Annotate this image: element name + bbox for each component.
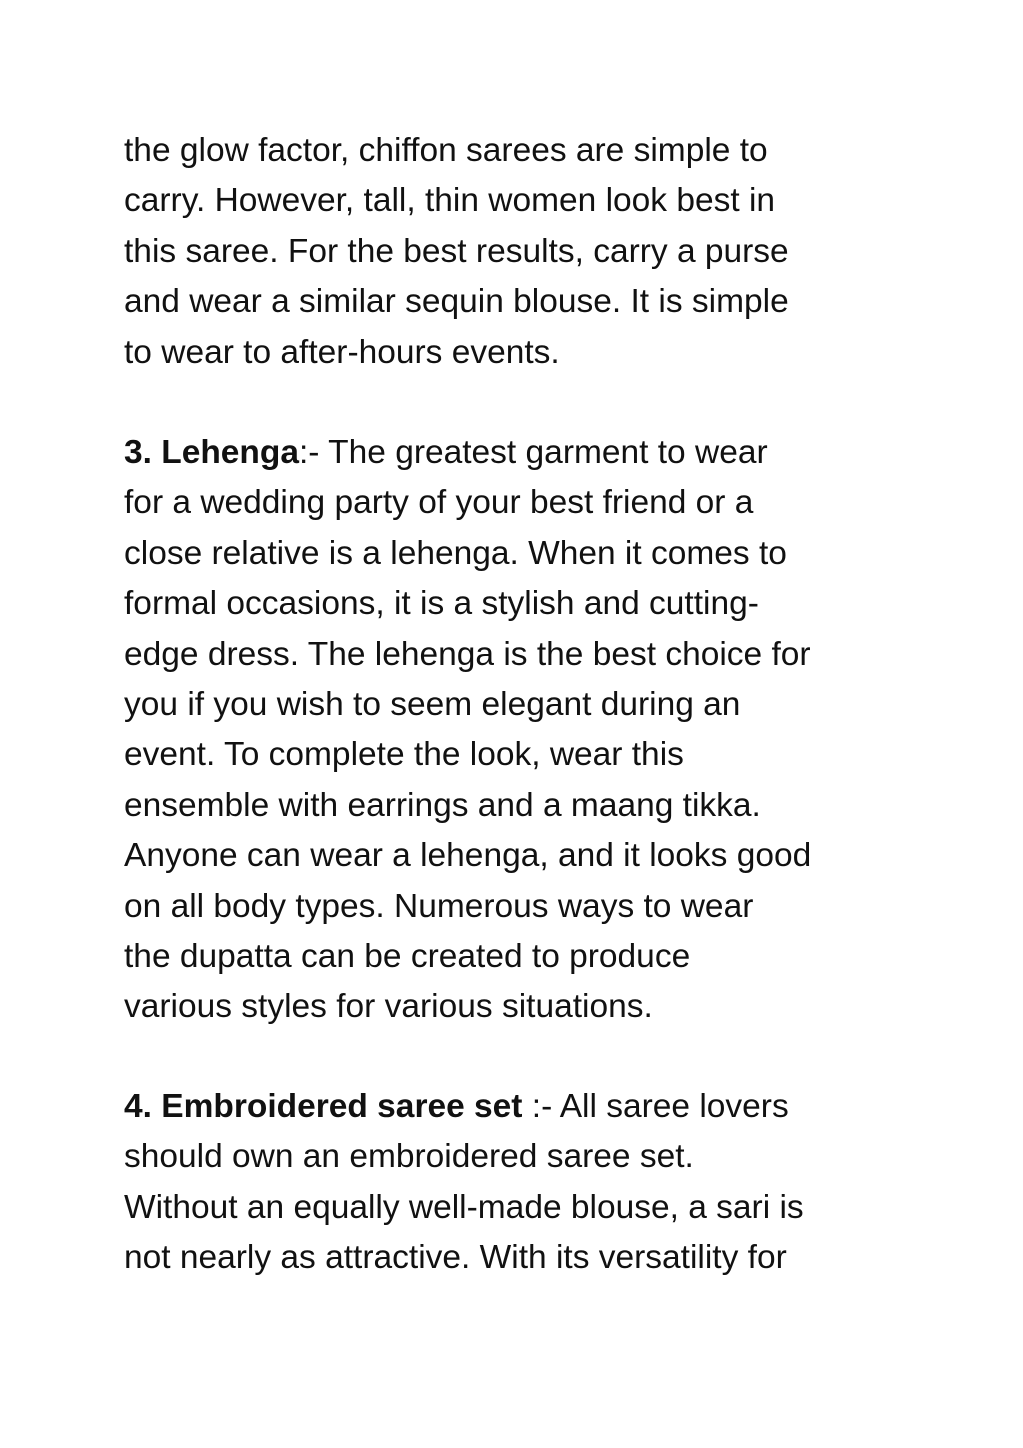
text-fragment: :- The greatest garment to wear bbox=[299, 434, 768, 471]
section-heading-lehenga: 3. Lehenga bbox=[124, 434, 299, 471]
text-line: not nearly as attractive. With its versatility for bbox=[124, 1239, 787, 1277]
text-line: the glow factor, chiffon sarees are simple to bbox=[124, 132, 768, 169]
text-line: for a wedding party of your best friend or a bbox=[124, 484, 754, 522]
text-line: and wear a similar sequin blouse. It is simple bbox=[124, 283, 789, 321]
paragraph-lehenga bbox=[124, 428, 914, 1033]
text-line: ensemble with earrings and a maang tikka. bbox=[124, 786, 761, 824]
paragraph-chiffon-saree bbox=[124, 126, 914, 378]
text-line bbox=[124, 1082, 914, 1132]
text-line: Without an equally well-made blouse, a sari is bbox=[124, 1188, 804, 1226]
text-line bbox=[124, 428, 914, 478]
text-line: various styles for various situations. bbox=[124, 988, 653, 1026]
text-line: formal occasions, it is a stylish and cutting- bbox=[124, 585, 759, 623]
text-line: Anyone can wear a lehenga, and it looks good bbox=[124, 837, 812, 875]
paragraph-embroidered-saree-set bbox=[124, 1082, 914, 1284]
text-line: close relative is a lehenga. When it comes to bbox=[124, 534, 787, 572]
text-fragment: :- All saree lovers bbox=[522, 1088, 789, 1125]
text-line: you if you wish to seem elegant during an bbox=[124, 685, 741, 723]
text-line: to wear to after-hours events. bbox=[124, 333, 560, 371]
section-heading-embroidered-saree-set: 4. Embroidered saree set bbox=[124, 1088, 523, 1125]
text-line: the dupatta can be created to produce bbox=[124, 937, 691, 975]
text-line: edge dress. The lehenga is the best choice for bbox=[124, 635, 811, 673]
text-line: this saree. For the best results, carry a purse bbox=[124, 232, 789, 270]
text-line: on all body types. Numerous ways to wear bbox=[124, 887, 754, 925]
text-line: should own an embroidered saree set. bbox=[124, 1138, 694, 1176]
text-line: event. To complete the look, wear this bbox=[124, 736, 684, 774]
text-line: carry. However, tall, thin women look best in bbox=[124, 182, 776, 220]
